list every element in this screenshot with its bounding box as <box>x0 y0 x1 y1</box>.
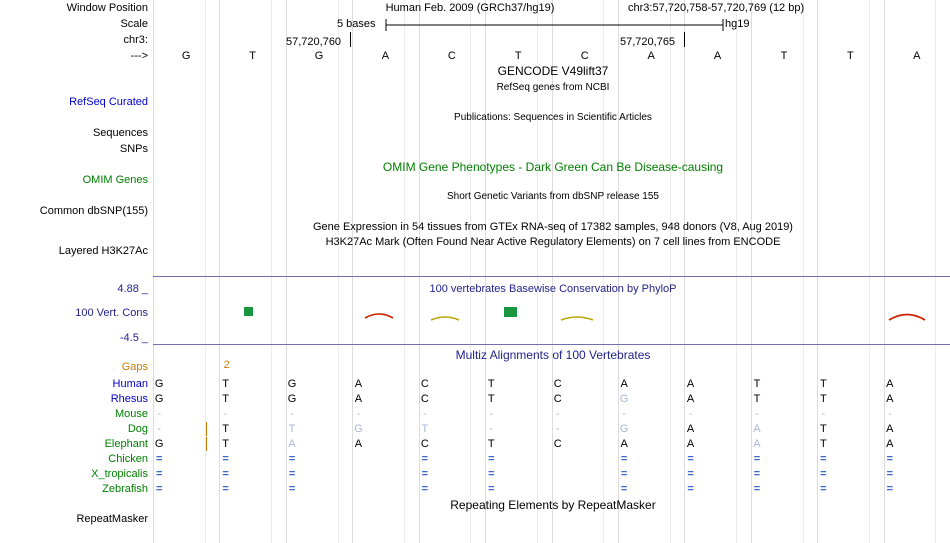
alignment-base: - <box>555 408 560 420</box>
label-gaps[interactable]: Gaps <box>121 361 148 373</box>
alignment-base: = <box>753 453 761 465</box>
alignment-base: T <box>288 423 296 435</box>
species-label[interactable]: Zebrafish <box>102 483 148 495</box>
alignment-base: T <box>222 438 229 450</box>
alignment-base: A <box>354 393 363 405</box>
alignment-base: = <box>620 468 628 480</box>
species-label[interactable]: Dog <box>127 423 148 435</box>
reference-base: A <box>713 50 722 62</box>
alignment-base: A <box>620 378 628 390</box>
label-common-dbsnp[interactable]: Common dbSNP(155) <box>39 205 148 217</box>
alignment-base: C <box>420 438 429 450</box>
alignment-base: T <box>820 423 827 435</box>
alignment-base: T <box>487 438 495 450</box>
alignment-base: A <box>686 393 695 405</box>
alignment-base: G <box>354 423 363 435</box>
alignment-base: - <box>290 408 294 420</box>
reference-base: G <box>314 50 324 62</box>
alignment-base: = <box>687 453 694 465</box>
multiz-track-title: Multiz Alignments of 100 Vertebrates <box>455 348 651 362</box>
conservation-plot <box>153 295 950 341</box>
alignment-base: A <box>753 423 761 435</box>
alignment-base: G <box>154 378 164 390</box>
alignment-base: = <box>222 453 229 465</box>
alignment-base: G <box>619 393 629 405</box>
label-cons-max: 4.88 _ <box>117 283 148 295</box>
alignment-base: = <box>886 453 893 465</box>
grid-line-minor <box>338 0 339 543</box>
alignment-base: C <box>420 393 429 405</box>
alignment-base: A <box>886 378 894 390</box>
alignment-base: = <box>421 483 429 495</box>
alignment-base: = <box>820 468 827 480</box>
species-label[interactable]: Chicken <box>108 453 148 465</box>
alignment-base: - <box>821 408 826 420</box>
alignment-base: = <box>687 483 694 495</box>
label-layered-h3k27ac[interactable]: Layered H3K27Ac <box>58 245 148 257</box>
refseq-ncbi-title: RefSeq genes from NCBI <box>496 82 610 93</box>
alignment-base: = <box>620 453 628 465</box>
alignment-base: - <box>356 408 361 420</box>
alignment-base: C <box>420 378 429 390</box>
alignment-base: - <box>157 408 162 420</box>
alignment-base: = <box>886 483 893 495</box>
db-name: hg19 <box>725 18 750 30</box>
species-label[interactable]: Elephant <box>104 438 148 450</box>
phylop-track-title: 100 vertebrates Basewise Conservation by PhyloP <box>429 283 677 295</box>
grid-line-minor <box>935 0 936 543</box>
alignment-base: = <box>222 468 229 480</box>
alignment-base: A <box>354 438 363 450</box>
reference-base: T <box>249 50 256 62</box>
reference-base: A <box>913 50 921 62</box>
label-chrom: chr3: <box>123 34 148 46</box>
alignment-base: = <box>820 483 827 495</box>
alignment-base: A <box>886 393 894 405</box>
alignment-base: A <box>288 438 296 450</box>
alignment-base: = <box>488 468 495 480</box>
alignment-base: A <box>686 378 695 390</box>
ruler-tick-right <box>684 32 685 47</box>
alignment-base: T <box>820 393 827 405</box>
label-scale: Scale <box>120 18 148 30</box>
alignment-base: T <box>487 378 495 390</box>
label-cons-track[interactable]: 100 Vert. Cons <box>75 307 148 319</box>
reference-base: C <box>447 50 456 62</box>
alignment-base: = <box>886 468 893 480</box>
scale-bar <box>385 18 725 32</box>
alignment-base: = <box>288 453 296 465</box>
alignment-base: A <box>620 438 628 450</box>
alignment-base: G <box>287 378 297 390</box>
alignment-base: = <box>488 483 495 495</box>
alignment-base: = <box>753 468 761 480</box>
alignment-base: G <box>154 438 164 450</box>
gtex-track-title: Gene Expression in 54 tissues from GTEx RNA-seq of 17382 samples, 948 donors (V8, Aug 2019) <box>313 221 793 233</box>
alignment-base: G <box>287 393 297 405</box>
reference-base: G <box>181 50 191 62</box>
alignment-base: T <box>820 438 827 450</box>
alignment-base: = <box>820 453 827 465</box>
alignment-base: = <box>155 483 163 495</box>
repeatmasker-track-title: Repeating Elements by RepeatMasker <box>450 498 656 512</box>
label-repeatmasker[interactable]: RepeatMasker <box>76 513 148 525</box>
ruler-tick-left <box>350 32 351 47</box>
label-omim-genes[interactable]: OMIM Genes <box>82 174 148 186</box>
alignment-base: A <box>886 438 894 450</box>
alignment-base: A <box>686 438 695 450</box>
alignment-base: A <box>354 378 363 390</box>
alignment-base: - <box>223 408 228 420</box>
reference-base: A <box>647 50 655 62</box>
species-label[interactable]: Human <box>112 378 148 390</box>
cons-track-bottom-rule <box>153 344 950 345</box>
grid-line <box>352 0 353 543</box>
gap-count: 2 <box>223 359 230 371</box>
alignment-base: A <box>753 438 761 450</box>
label-sequences[interactable]: Sequences <box>92 127 148 139</box>
label-cons-min: -4.5 _ <box>119 332 148 344</box>
gencode-track-title: GENCODE V49lift37 <box>497 64 609 78</box>
alignment-base: A <box>886 423 894 435</box>
reference-base: C <box>580 50 589 62</box>
alignment-base: - <box>688 408 693 420</box>
alignment-base: - <box>622 408 626 420</box>
alignment-base: G <box>154 393 164 405</box>
ruler-label-right: 57,720,765 <box>620 36 676 48</box>
alignment-base: = <box>222 483 229 495</box>
dbsnp-track-title: Short Genetic Variants from dbSNP release 155 <box>447 191 659 202</box>
scale-bar-text: 5 bases <box>337 18 376 30</box>
alignment-base: C <box>553 438 562 450</box>
cons-track-top-rule <box>153 276 950 277</box>
alignment-base: = <box>155 453 163 465</box>
alignment-base: T <box>222 393 229 405</box>
reference-base: T <box>847 50 854 62</box>
label-snps[interactable]: SNPs <box>119 143 148 155</box>
alignment-base: T <box>753 393 761 405</box>
alignment-base: T <box>421 423 429 435</box>
alignment-base: T <box>222 423 229 435</box>
alignment-base: = <box>421 453 429 465</box>
species-label[interactable]: X_tropicalis <box>91 468 148 480</box>
reference-base: T <box>514 50 522 62</box>
publications-title: Publications: Sequences in Scientific Articles <box>454 112 652 123</box>
alignment-base: - <box>423 408 427 420</box>
alignment-base: C <box>553 378 562 390</box>
alignment-base: T <box>222 378 229 390</box>
alignment-base: - <box>157 423 162 435</box>
position-text: chr3:57,720,758-57,720,769 (12 bp) <box>628 2 805 14</box>
omim-track-title: OMIM Gene Phenotypes - Dark Green Can Be Disease-causing <box>382 160 724 174</box>
alignment-base: T <box>487 393 495 405</box>
alignment-base: - <box>887 408 892 420</box>
alignment-base: = <box>155 468 163 480</box>
alignment-base: C <box>553 393 562 405</box>
alignment-base: - <box>489 423 494 435</box>
label-window-position: Window Position <box>66 2 148 14</box>
reference-base: T <box>780 50 788 62</box>
reference-base: A <box>381 50 390 62</box>
alignment-base: T <box>753 378 761 390</box>
h3k27ac-track-title: H3K27Ac Mark (Often Found Near Active Regulatory Elements) on 7 cell lines from ENCODE <box>325 236 781 248</box>
alignment-base: = <box>620 483 628 495</box>
alignment-base: = <box>421 468 429 480</box>
alignment-base: A <box>686 423 695 435</box>
alignment-base: T <box>820 378 827 390</box>
alignment-base: - <box>755 408 759 420</box>
assembly-title: Human Feb. 2009 (GRCh37/hg19) <box>385 2 555 14</box>
label-strand-arrow: ---> <box>130 50 148 62</box>
alignment-base: = <box>687 468 694 480</box>
alignment-base: = <box>488 453 495 465</box>
species-label[interactable]: Rhesus <box>110 393 148 405</box>
alignment-base: - <box>555 423 560 435</box>
alignment-base: G <box>619 423 629 435</box>
alignment-base: - <box>489 408 494 420</box>
label-refseq-curated[interactable]: RefSeq Curated <box>69 96 148 108</box>
ruler-label-left: 57,720,760 <box>286 36 342 48</box>
alignment-base: = <box>288 483 296 495</box>
species-label[interactable]: Mouse <box>114 408 148 420</box>
alignment-base: = <box>288 468 296 480</box>
alignment-base: = <box>753 483 761 495</box>
